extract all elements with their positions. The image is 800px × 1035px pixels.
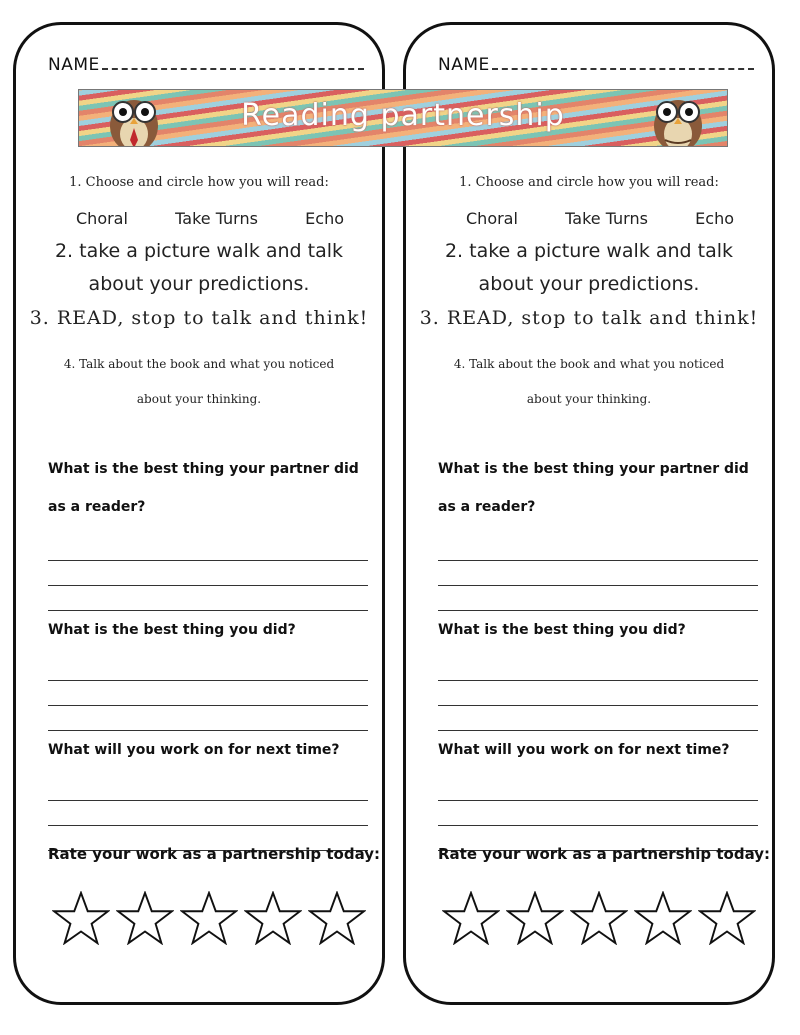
answer-lines-next-time[interactable] (48, 776, 368, 851)
star-rating[interactable] (52, 891, 366, 945)
star-icon[interactable] (570, 891, 628, 945)
question-you-best: What is the best thing you did? (48, 622, 296, 638)
question-you-best: What is the best thing you did? (438, 622, 686, 638)
answer-lines-partner-best[interactable] (48, 536, 368, 611)
reading-choices (406, 209, 772, 228)
answer-lines-you-best[interactable] (438, 656, 758, 731)
bookmark-card-right (403, 22, 775, 1005)
star-icon[interactable] (116, 891, 174, 945)
question-next-time: What will you work on for next time? (438, 742, 730, 758)
answer-lines-next-time[interactable] (438, 776, 758, 851)
star-icon[interactable] (244, 891, 302, 945)
star-icon[interactable] (308, 891, 366, 945)
name-field[interactable] (438, 55, 754, 75)
star-icon[interactable] (506, 891, 564, 945)
rate-label: Rate your work as a partnership today: (48, 845, 381, 863)
name-field[interactable] (48, 55, 364, 75)
step-4: 4. Talk about the book and what you noticed about your thinking. (453, 357, 725, 406)
answer-lines-you-best[interactable] (48, 656, 368, 731)
question-partner-best: What is the best thing your partner did as a reader? (48, 461, 359, 515)
choice-choral[interactable]: Choral (76, 209, 128, 228)
name-label: NAME (438, 55, 490, 75)
choice-take-turns[interactable]: Take Turns (175, 209, 258, 228)
step-4: 4. Talk about the book and what you noticed about your thinking. (63, 357, 335, 406)
choice-choral[interactable]: Choral (466, 209, 518, 228)
choice-echo[interactable]: Echo (305, 209, 344, 228)
step-1: 1. Choose and circle how you will read: (459, 175, 719, 190)
star-icon[interactable] (442, 891, 500, 945)
choice-echo[interactable]: Echo (695, 209, 734, 228)
step-2: 2. take a picture walk and talk about your predictions. (54, 240, 344, 295)
reading-choices (16, 209, 382, 228)
banner-title: Reading partnership (241, 98, 565, 133)
star-icon[interactable] (180, 891, 238, 945)
name-label: NAME (48, 55, 100, 75)
question-next-time: What will you work on for next time? (48, 742, 340, 758)
name-line (492, 56, 754, 70)
star-icon[interactable] (698, 891, 756, 945)
owl-left-icon (99, 89, 169, 147)
bookmark-card-left (13, 22, 565, 1005)
rate-label: Rate your work as a partnership today: (438, 845, 771, 863)
question-partner-best: What is the best thing your partner did as a reader? (438, 461, 749, 515)
step-1: 1. Choose and circle how you will read: (69, 175, 329, 190)
step-2: 2. take a picture walk and talk about your predictions. (444, 240, 734, 295)
name-line (102, 56, 364, 70)
owl-right-icon (643, 89, 713, 147)
star-icon[interactable] (52, 891, 110, 945)
star-icon[interactable] (634, 891, 692, 945)
star-rating[interactable] (442, 891, 756, 945)
title-banner (78, 89, 728, 147)
choice-take-turns[interactable]: Take Turns (565, 209, 648, 228)
answer-lines-partner-best[interactable] (438, 536, 758, 611)
step-3: 3. READ, stop to talk and think! (29, 307, 369, 329)
step-3: 3. READ, stop to talk and think! (419, 307, 759, 329)
